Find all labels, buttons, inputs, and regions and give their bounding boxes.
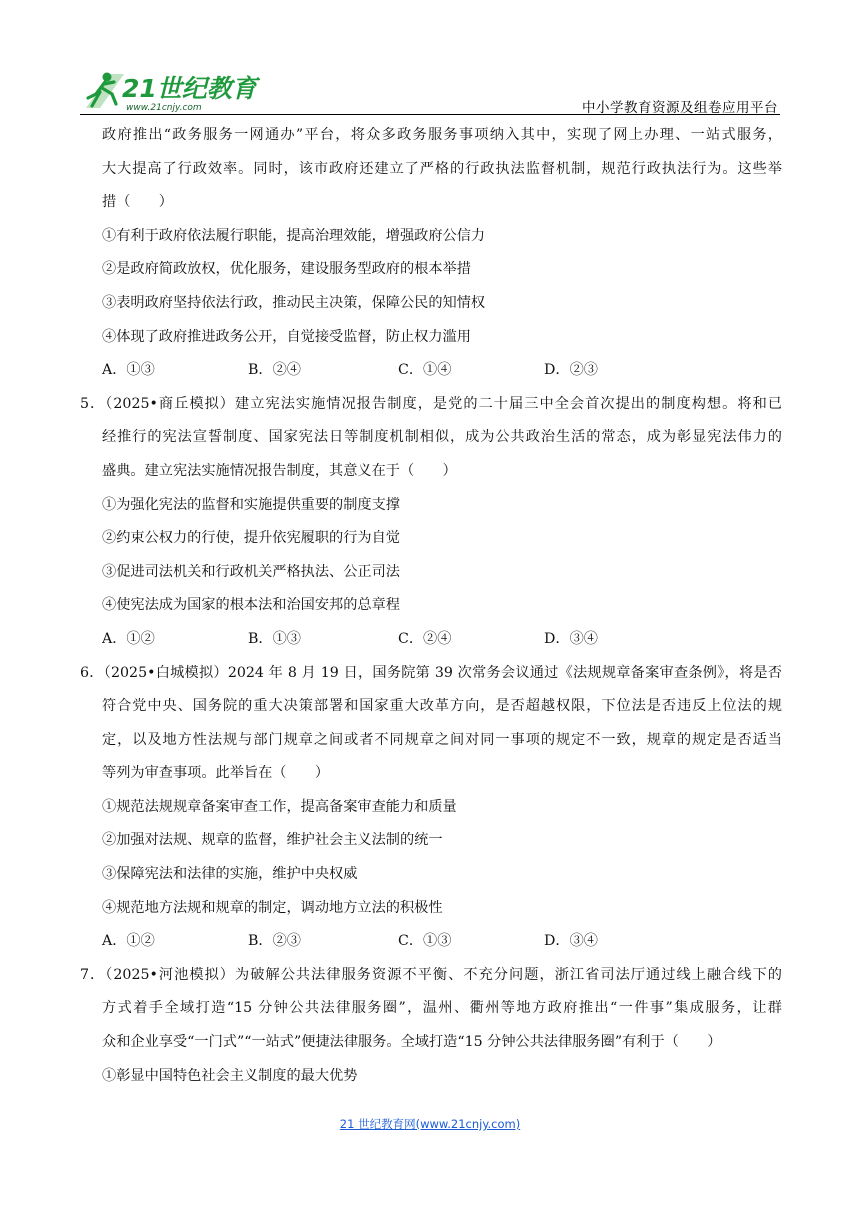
answer-options [80,925,782,959]
option-a: A．①② [102,933,155,950]
question-5-text: 盛典。建立宪法实施情况报告制度，其意义在于（ ） [102,462,457,479]
question-6-text: 6．（2025•白城模拟）2024 年 8 月 19 日，国务院第 39 次常务会议通过《法规规章备案审查条例》，将是否 [80,664,782,681]
option-d: D．③④ [544,630,598,647]
option-c: C．②④ [398,630,452,647]
statement-item: ④规范地方法规和规章的制定，调动地方立法的积极性 [102,899,443,916]
page-header [80,66,780,116]
statement-item: ③促进司法机关和行政机关严格执法、公正司法 [102,563,400,580]
logo-21cnjy [80,66,280,114]
question-4-text: 政府推出“政务服务一网通办”平台，将众多政务服务事项纳入其中，实现了网上办理、一站式服务， [102,127,782,143]
option-d: D．②③ [544,362,598,379]
statement-item: ②约束公权力的行使，提升依宪履职的行为自觉 [102,530,400,547]
option-c: C．①④ [398,362,452,379]
header-divider [80,114,780,115]
option-d: D．③④ [544,933,598,950]
option-b: B．②③ [248,933,301,950]
logo-url: www.21cnjy.com [126,103,202,113]
answer-options [80,623,782,657]
question-7-text: 7．（2025•河池模拟）为破解公共法律服务资源不平衡、不充分问题，浙江省司法厅通过线上融合线下的 [80,966,782,983]
statement-item: ①为强化宪法的监督和实施提供重要的制度支撑 [102,496,400,513]
logo-text: 21世纪教育 [122,74,257,103]
question-5-text: 5．（2025•商丘模拟）建立宪法实施情况报告制度，是党的二十届三中全会首次提出的制度构想。将和已 [80,395,782,412]
statement-item: ①规范法规规章备案审查工作，提高备案审查能力和质量 [102,798,457,815]
question-6-text: 等列为审查事项。此举旨在（ ） [102,765,330,782]
statement-item: ③保障宪法和法律的实施，维护中央权威 [102,866,358,883]
question-4-text: 措（ ） [102,194,173,211]
statement-item: ④使宪法成为国家的根本法和治国安邦的总章程 [102,597,400,614]
page-footer [0,1113,860,1132]
question-6-text: 定，以及地方性法规与部门规章之间或者不同规章之间对同一事项的规定不一致，规章的规定是否适当 [102,731,782,748]
option-a: A．①③ [102,362,155,379]
footer-link[interactable]: 21 世纪教育网(www.21cnjy.com) [339,1117,521,1131]
option-a: A．①② [102,630,155,647]
statement-item: ③表明政府坚持依法行政，推动民主决策，保障公民的知情权 [102,294,486,311]
document-body [80,119,782,1093]
statement-item: ②加强对法规、规章的监督，维护社会主义法制的统一 [102,832,443,849]
runner-head-icon [103,73,112,82]
answer-options [80,354,782,388]
statement-item: ②是政府简政放权，优化服务，建设服务型政府的根本举措 [102,261,471,278]
platform-title: 中小学教育资源及组卷应用平台 [582,100,778,116]
statement-item: ④体现了政府推进政务公开，自觉接受监督，防止权力滥用 [102,328,471,345]
statement-item: ①有利于政府依法履行职能，提高治理效能，增强政府公信力 [102,227,486,244]
option-b: B．②④ [248,362,301,379]
statement-item: ①彰显中国特色社会主义制度的最大优势 [102,1067,358,1084]
option-c: C．①③ [398,933,452,950]
option-b: B．①③ [248,630,301,647]
question-7-text: 众和企业享受“一门式”“一站式”便捷法律服务。全域打造“15 分钟公共法律服务圈”有利于（ ） [102,1034,722,1051]
question-5-text: 经推行的宪法宣誓制度、国家宪法日等制度机制相似，成为公共政治生活的常态，成为彰显宪法伟力的 [102,429,782,446]
question-6-text: 符合党中央、国务院的重大决策部署和国家重大改革方向，是否超越权限，下位法是否违反上位法的规 [102,698,782,715]
question-7-text: 方式着手全域打造“15 分钟公共法律服务圈”，温州、衢州等地方政府推出“一件事”集成服务，让群 [102,1000,782,1017]
question-4-text: 大大提高了行政效率。同时，该市政府还建立了严格的行政执法监督机制，规范行政执法行为。这些举 [102,160,782,177]
